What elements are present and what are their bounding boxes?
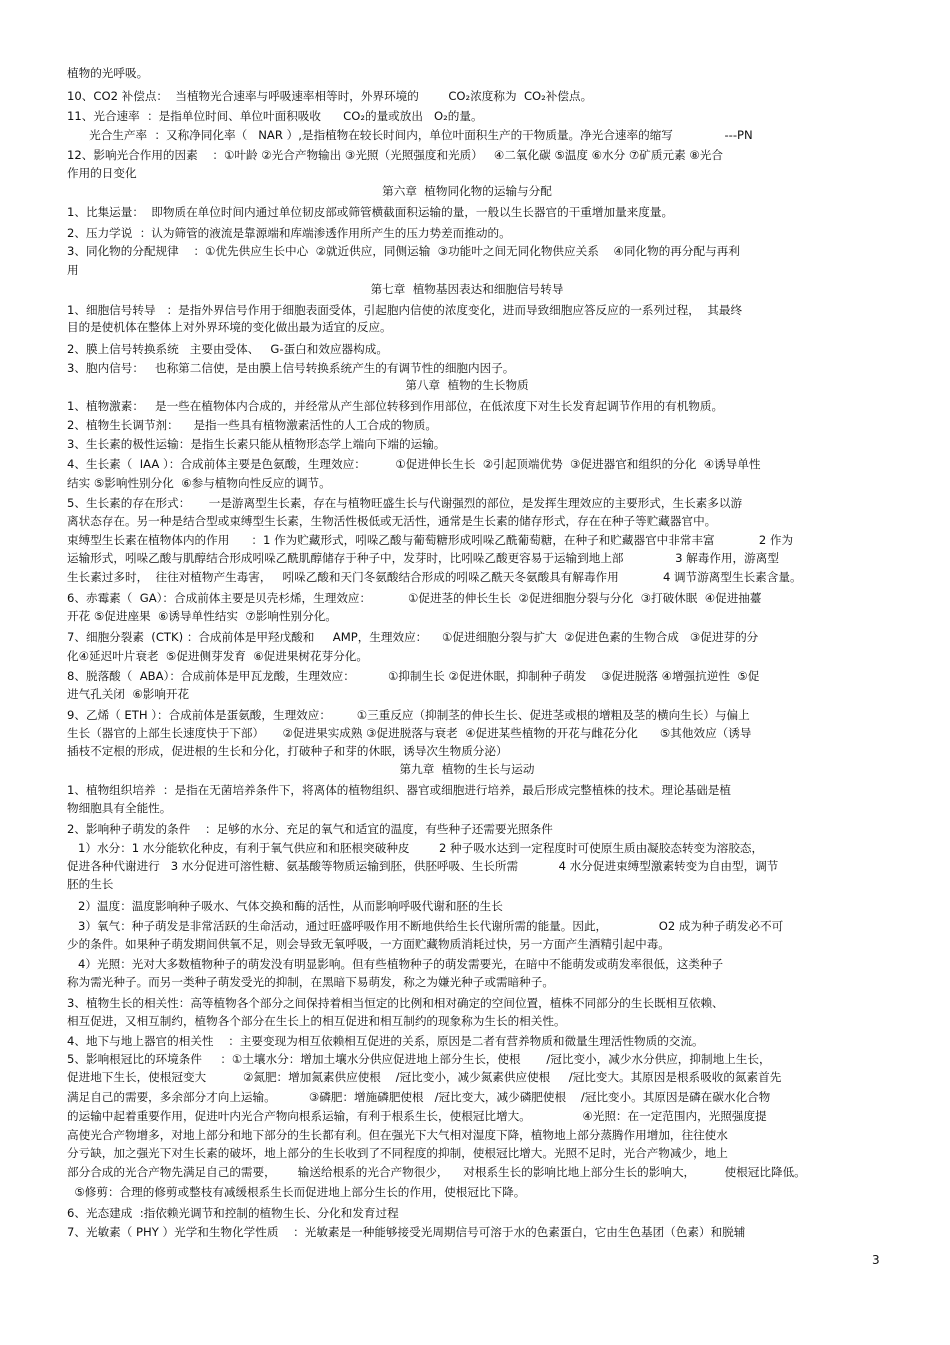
text-line: 3、植物生长的相关性：高等植物各个部分之间保持着相当恒定的比例和相对确定的空间位置，植株不同部分的生长既相互依赖、 bbox=[67, 996, 724, 1010]
text-line: 作用的日变化 bbox=[67, 166, 137, 180]
text-line: 12、影响光合作用的因素 ：①叶龄 ②光合产物输出 ③光照（光照强度和光质） ④二氧化碳 ⑤温度 ⑥水分 ⑦矿质元素 ⑧光合 bbox=[67, 148, 723, 162]
text-line: 11、光合速率 ：是指单位时间、单位叶面积吸收 CO₂的量或放出 O₂的量。 bbox=[67, 109, 483, 123]
text-line: 部分合成的光合产物先满足自己的需要， 输送给根系的光合产物很少， 对根系生长的影响比地上部分生长的影响大， 使根冠比降低。 bbox=[67, 1165, 806, 1179]
text-line: 相互促进，又相互制约，植物各个部分在生长上的相互促进和相互制约的现象称为生长的相关性。 bbox=[67, 1014, 566, 1028]
text-line: 满足自己的需要，多余部分才向上运输。 ③磷肥：增施磷肥使根 /冠比变大，减少磷肥使根 /冠比变小。其原因是磷在碳水化合物 bbox=[67, 1090, 771, 1104]
text-line: 促进各种代谢进行 3 水分促进可溶性糖、氨基酸等物质运输到胚，供胚呼吸、生长所需 4 水分促进束缚型激素转变为自由型，调节 bbox=[67, 859, 779, 873]
text-line: 称为需光种子。而另一类种子萌发受光的抑制，在黑暗下易萌发，称之为嫌光种子或需暗种子。 bbox=[67, 975, 554, 989]
text-line: 4、地下与地上器官的相关性 ：主要变现为相互依赖相互促进的关系，原因是二者有营养物质和微量生理活性物质的交流。 bbox=[67, 1034, 704, 1048]
text-line: 6、光态建成 :指依赖光调节和控制的植物生长、分化和发育过程 bbox=[67, 1206, 399, 1220]
chapter-heading: 第八章 植物的生长物质 bbox=[405, 378, 529, 392]
text-line: 7、光敏素（ PHY ）光学和生物化学性质 ：光敏素是一种能够接受光周期信号可溶于水的色素蛋白，它由生色基团（色素）和脱辅 bbox=[67, 1225, 746, 1239]
text-line: 2）温度：温度影响种子吸水、气体交换和酶的活性，从而影响呼吸代谢和胚的生长 bbox=[67, 899, 503, 913]
text-line: 2、影响种子萌发的条件 ：足够的水分、充足的氧气和适宜的温度，有些种子还需要光照条件 bbox=[67, 822, 553, 836]
text-line: 结实 ⑤影响性别分化 ⑥参与植物向性反应的调节。 bbox=[67, 476, 331, 490]
text-line: 4、生长素（ IAA ）：合成前体主要是色氨酸，生理效应： ①促进伸长生长 ②引起顶端优势 ③促进器官和组织的分化 ④诱导单性 bbox=[67, 457, 761, 471]
text-line: 高使光合产物增多，对地上部分和地下部分的生长都有利。但在强光下大气相对湿度下降，植物地上部分蒸腾作用增加，往往使水 bbox=[67, 1128, 728, 1142]
text-line: 1、比集运量： 即物质在单位时间内通过单位韧皮部或筛管横截面积运输的量，一般以生长器官的干重增加量来度量。 bbox=[67, 205, 674, 219]
text-line: 光合生产率 ：又称净同化率（ NAR ）,是指植物在较长时间内，单位叶面积生产的干物质量。净光合速率的缩写 ---PN bbox=[67, 128, 753, 142]
text-line: 9、乙烯（ ETH ）：合成前体是蛋氨酸，生理效应： ①三重反应（抑制茎的伸长生长、促进茎或根的增粗及茎的横向生长）与偏上 bbox=[67, 708, 750, 722]
text-line: 促进地下生长，使根冠变大 ②氮肥：增加氮素供应使根 /冠比变小，减少氮素供应使根 /冠比变大。其原因是根系吸收的氮素首先 bbox=[67, 1070, 782, 1084]
text-line: 胚的生长 bbox=[67, 877, 114, 891]
text-line: 5、影响根冠比的环境条件 ：①土壤水分：增加土壤水分供应促进地上部分生长，使根 /冠比变小，减少水分供应，抑制地上生长， bbox=[67, 1052, 771, 1066]
text-line: 2、压力学说 ：认为筛管的液流是靠源端和库端渗透作用所产生的压力势差而推动的。 bbox=[67, 226, 511, 240]
chapter-heading: 第九章 植物的生长与运动 bbox=[399, 762, 535, 776]
chapter-heading: 第七章 植物基因表达和细胞信号转导 bbox=[370, 282, 564, 296]
text-line: 的运输中起着重要作用，促进叶内光合产物向根系运输，有利于根系生长，使根冠比增大。 ④光照：在一定范围内，光照强度提 bbox=[67, 1109, 767, 1123]
text-line: 离状态存在。另一种是结合型或束缚型生长素，生物活性极低或无活性，通常是生长素的储存形式，存在在种子等贮藏器官中。 bbox=[67, 514, 717, 528]
text-line: ⑤修剪：合理的修剪或整枝有减缓根系生长而促进地上部分生长的作用，使根冠比下降。 bbox=[67, 1185, 526, 1199]
text-line: 运输形式，吲哚乙酸与肌醇结合形成吲哚乙酰肌醇储存于种子中，发芽时，比吲哚乙酸更容易于运输到地上部 3 解毒作用，游离型 bbox=[67, 551, 779, 565]
text-line: 进气孔关闭 ⑥影响开花 bbox=[67, 687, 190, 701]
text-line: 3）氧气：种子萌发是非常活跃的生命活动，通过旺盛呼吸作用不断地供给生长代谢所需的能量。因此， O2 成为种子萌发必不可 bbox=[67, 919, 784, 933]
text-line: 3、胞内信号： 也称第二信使，是由膜上信号转换系统产生的有调节性的细胞内因子。 bbox=[67, 361, 515, 375]
text-line: 插枝不定根的形成，促进根的生长和分化，打破种子和芽的休眠，诱导次生物质分泌） bbox=[67, 744, 508, 758]
text-line: 1、细胞信号转导 ：是指外界信号作用于细胞表面受体，引起胞内信使的浓度变化，进而导致细胞应答反应的一系列过程， 其最终 bbox=[67, 303, 743, 317]
text-line: 1）水分：1 水分能软化种皮，有利于氧气供应和和胚根突破种皮 2 种子吸水达到一定程度时可使原生质由凝胶态转变为溶胶态， bbox=[67, 841, 764, 855]
text-line: 3、生长素的极性运输：是指生长素只能从植物形态学上端向下端的运输。 bbox=[67, 437, 446, 451]
text-line: 生长（器官的上部生长速度快于下部） ②促进果实成熟 ③促进脱落与衰老 ④促进某些植物的开花与雌花分化 ⑤其他效应（诱导 bbox=[67, 726, 752, 740]
text-line: 少的条件。如果种子萌发期间供氧不足，则会导致无氧呼吸，一方面贮藏物质消耗过快，另一方面产生酒精引起中毒。 bbox=[67, 937, 670, 951]
text-line: 开花 ⑤促进座果 ⑥诱导单性结实 ⑦影响性别分化。 bbox=[67, 609, 337, 623]
text-line: 2、植物生长调节剂： 是指一些具有植物激素活性的人工合成的物质。 bbox=[67, 418, 437, 432]
text-line: 10、CO2 补偿点： 当植物光合速率与呼吸速率相等时，外界环境的 CO₂浓度称为 CO₂补偿点。 bbox=[67, 89, 593, 103]
text-line: 化④延迟叶片衰老 ⑤促进侧芽发育 ⑥促进果树花芽分化。 bbox=[67, 649, 368, 663]
text-line: 物细胞具有全能性。 bbox=[67, 801, 172, 815]
text-line: 目的是使机体在整体上对外界环境的变化做出最为适宜的反应。 bbox=[67, 320, 392, 334]
text-line: 6、赤霉素（ GA）：合成前体主要是贝壳杉烯，生理效应： ①促进茎的伸长生长 ②促进细胞分裂与分化 ③打破休眠 ④促进抽薹 bbox=[67, 591, 762, 605]
text-line: 2、膜上信号转换系统 主要由受体、 G-蛋白和效应器构成。 bbox=[67, 342, 388, 356]
page-number: 3 bbox=[872, 1253, 880, 1267]
text-line: 生长素过多时， 往往对植物产生毒害， 吲哚乙酸和天门冬氨酸结合形成的吲哚乙酰天冬氨酸具有解毒作用 4 调节游离型生长素含量。 bbox=[67, 570, 802, 584]
text-line: 1、植物激素： 是一些在植物体内合成的，并经常从产生部位转移到作用部位，在低浓度下对生长发育起调节作用的有机物质。 bbox=[67, 399, 724, 413]
text-line: 束缚型生长素在植物体内的作用 ：1 作为贮藏形式，吲哚乙酸与葡萄糖形成吲哚乙酰葡萄糖，在种子和贮藏器官中非常丰富 2 作为 bbox=[67, 533, 794, 547]
text-line: 分亏缺，加之强光下对生长素的破坏，地上部分的生长收到了不同程度的抑制，使根冠比增大。光照不足时，光合产物减少，地上 bbox=[67, 1146, 728, 1160]
text-line: 植物的光呼吸。 bbox=[67, 66, 149, 80]
chapter-heading: 第六章 植物同化物的运输与分配 bbox=[382, 184, 552, 198]
text-line: 8、脱落酸（ ABA）：合成前体是甲瓦龙酸，生理效应： ①抑制生长 ②促进休眠，抑制种子萌发 ③促进脱落 ④增强抗逆性 ⑤促 bbox=[67, 669, 760, 683]
text-line: 1、植物组织培养 ：是指在无菌培养条件下，将离体的植物组织、器官或细胞进行培养，最后形成完整植株的技术。理论基础是植 bbox=[67, 783, 732, 797]
text-line: 7、细胞分裂素 (CTK) ：合成前体是甲羟戊酸和 AMP，生理效应： ①促进细胞分裂与扩大 ②促进色素的生物合成 ③促进芽的分 bbox=[67, 630, 759, 644]
text-line: 4）光照：光对大多数植物种子的萌发没有明显影响。但有些植物种子的萌发需要光，在暗中不能萌发或萌发率很低，这类种子 bbox=[67, 957, 724, 971]
text-line: 5、生长素的存在形式： 一是游离型生长素，存在与植物旺盛生长与代谢强烈的部位，是发挥生理效应的主要形式，生长素多以游 bbox=[67, 496, 743, 510]
text-line: 3、同化物的分配规律 ：①优先供应生长中心 ②就近供应，同侧运输 ③功能叶之间无同化物供应关系 ④同化物的再分配与再利 bbox=[67, 244, 740, 258]
text-line: 用 bbox=[67, 263, 79, 277]
